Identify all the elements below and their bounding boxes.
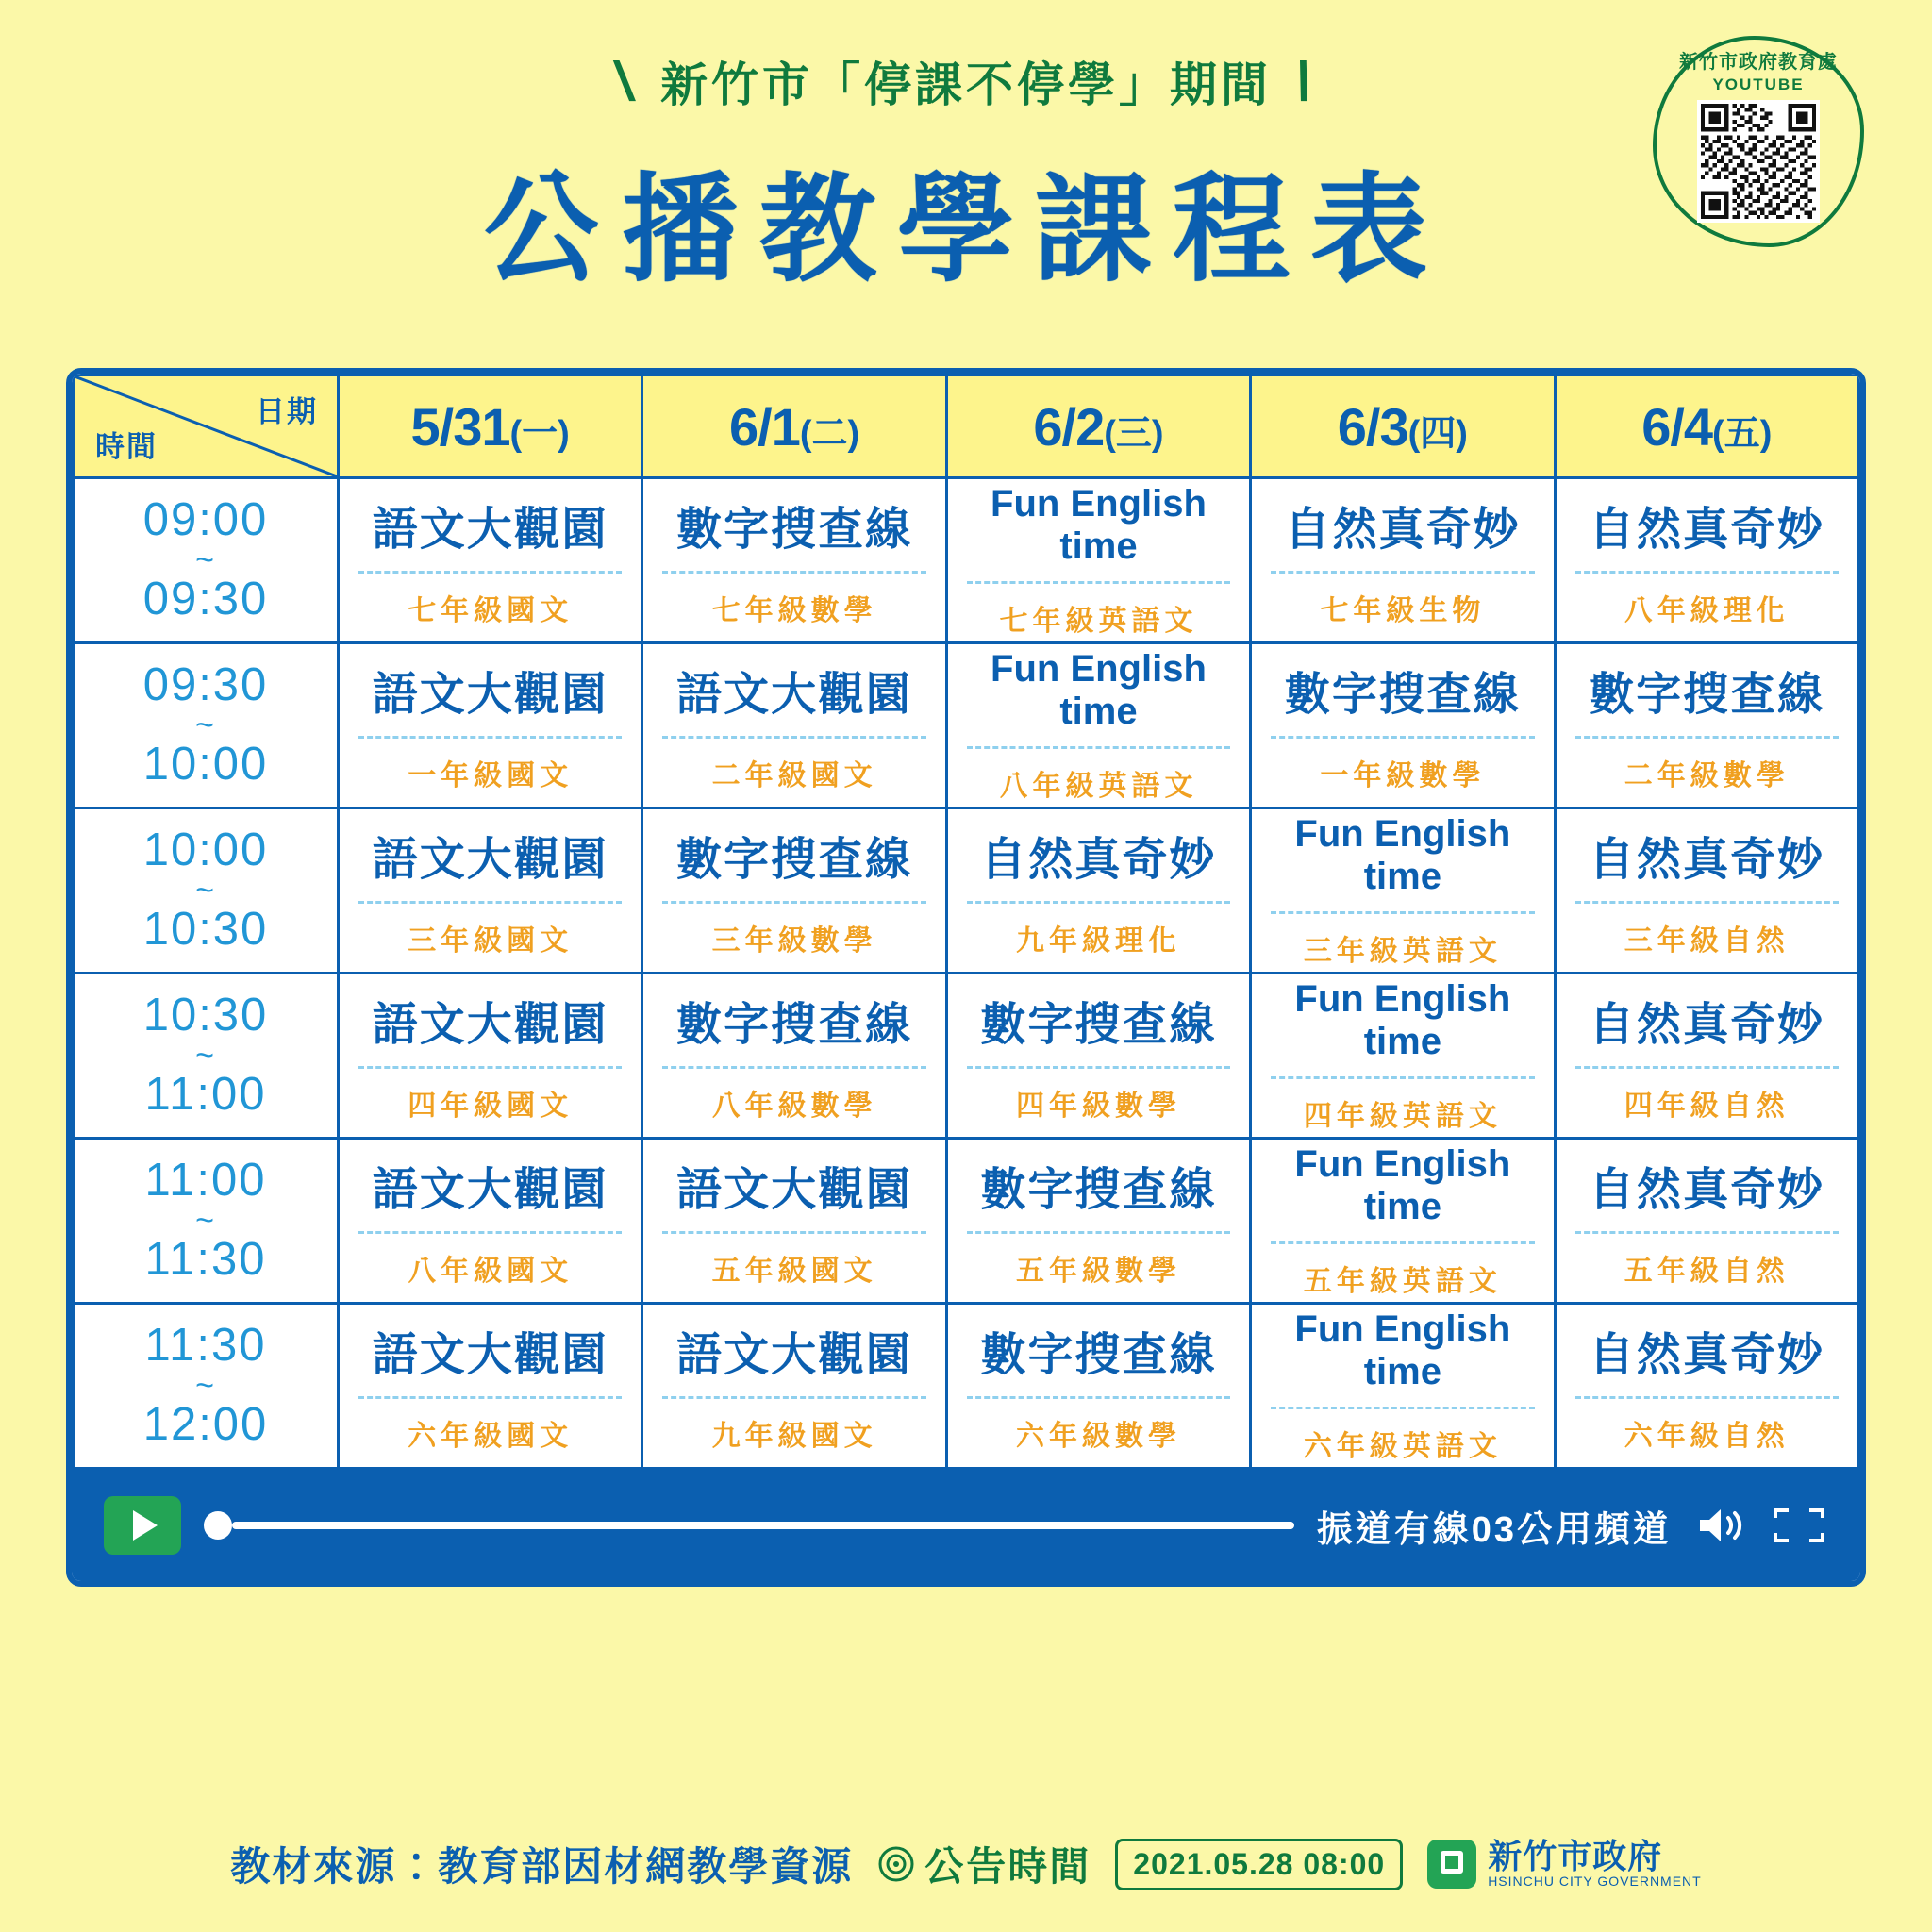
time-start-2: 10:00 [142,824,269,875]
subtitle-row [0,47,1932,115]
column-date-2: 6/2 [1033,396,1105,457]
program-name: Fun English time [1294,977,1511,1062]
cell-1-3[interactable] [1251,643,1555,808]
grade-subject: 九年級理化 [967,901,1230,958]
program-name: Fun English time [991,482,1207,567]
program-name: 數字搜查線 [1589,670,1825,720]
cell-3-0[interactable] [339,974,642,1139]
notice-time: 2021.05.28 08:00 [1115,1839,1403,1890]
program-name: 自然真奇妙 [1589,1000,1825,1050]
grade-subject: 三年級數學 [662,901,925,958]
slider-knob[interactable] [204,1511,232,1540]
column-header-0 [339,375,642,478]
corner-time-label: 時間 [95,430,158,463]
column-header-4 [1555,375,1858,478]
cell-3-2[interactable] [946,974,1250,1139]
time-slot-1 [74,643,339,808]
cell-4-4[interactable] [1555,1139,1858,1304]
column-date-4: 6/4 [1641,396,1713,457]
cell-5-2[interactable] [946,1304,1250,1469]
grade-subject: 八年級數學 [662,1066,925,1124]
time-end-5: 12:00 [142,1399,269,1451]
column-header-2 [946,375,1250,478]
time-slot-5 [74,1304,339,1469]
cell-0-1[interactable] [642,478,946,643]
program-name: 語文大觀園 [372,1330,608,1380]
time-end-3: 11:00 [144,1069,267,1121]
grade-subject: 六年級自然 [1575,1396,1839,1454]
program-name: 自然真奇妙 [980,835,1217,885]
time-start-4: 11:00 [144,1154,267,1206]
time-start-1: 09:30 [142,658,269,710]
cell-2-3[interactable] [1251,808,1555,974]
grade-subject: 五年級國文 [662,1231,925,1289]
notice-label: 公告時間 [924,1844,1091,1889]
grade-subject: 六年級數學 [967,1396,1230,1454]
cell-1-0[interactable] [339,643,642,808]
time-tilde-1: ~ [195,707,216,743]
column-header-1 [642,375,946,478]
program-name: 數字搜查線 [980,1165,1217,1215]
notice-label-group [877,1836,1091,1892]
cell-3-4[interactable] [1555,974,1858,1139]
play-icon[interactable] [104,1496,181,1555]
schedule-frame [66,368,1866,1587]
cell-3-3[interactable] [1251,974,1555,1139]
grade-subject: 九年級國文 [662,1396,925,1454]
grade-subject: 七年級國文 [358,571,622,628]
cell-5-0[interactable] [339,1304,642,1469]
program-name: 語文大觀園 [676,1165,913,1215]
decorative-slash-left: \ [609,50,642,112]
table-row [74,643,1859,808]
page-header [0,0,1932,304]
cell-2-1[interactable] [642,808,946,974]
program-name: 語文大觀園 [676,1330,913,1380]
time-end-2: 10:30 [142,904,269,956]
grade-subject: 六年級英語文 [1271,1407,1534,1464]
corner-date-label: 日期 [256,395,318,428]
program-name: 自然真奇妙 [1589,1165,1825,1215]
time-slot-4 [74,1139,339,1304]
gov-logo [1427,1837,1702,1889]
column-weekday-2: (三) [1104,413,1164,454]
program-name: 數字搜查線 [676,1000,913,1050]
government-mark-icon [1427,1840,1476,1889]
time-tilde-5: ~ [195,1367,216,1404]
grade-subject: 八年級英語文 [967,746,1230,804]
grade-subject: 四年級國文 [358,1066,622,1124]
grade-subject: 六年級國文 [358,1396,622,1454]
program-name: 自然真奇妙 [1589,505,1825,555]
table-row [74,1304,1859,1469]
program-name: 自然真奇妙 [1284,505,1521,555]
cell-4-3[interactable] [1251,1139,1555,1304]
time-tilde-2: ~ [195,872,216,908]
grade-subject: 五年級數學 [967,1231,1230,1289]
progress-slider[interactable] [204,1507,1294,1544]
program-name: 語文大觀園 [372,505,608,555]
slider-track[interactable] [232,1522,1294,1529]
cell-4-1[interactable] [642,1139,946,1304]
column-weekday-4: (五) [1712,413,1773,454]
grade-subject: 二年級數學 [1575,736,1839,793]
time-start-0: 09:00 [142,493,269,545]
table-row [74,478,1859,643]
column-date-0: 5/31 [410,396,510,457]
clock-icon [877,1845,915,1883]
column-weekday-0: (一) [509,413,570,454]
qr-badge-title [1679,51,1838,94]
program-name: Fun English time [991,647,1207,732]
grade-subject: 七年級生物 [1271,571,1534,628]
grade-subject: 八年級理化 [1575,571,1839,628]
cell-0-2[interactable] [946,478,1250,643]
time-tilde-0: ~ [195,541,216,578]
grade-subject: 七年級數學 [662,571,925,628]
program-name: Fun English time [1294,812,1511,897]
column-date-1: 6/1 [729,396,800,457]
program-name: 數字搜查線 [676,835,913,885]
table-header-row [74,375,1859,478]
column-weekday-1: (二) [799,413,860,454]
time-tilde-4: ~ [195,1202,216,1239]
decorative-slash-right: / [1290,50,1323,112]
qr-code-icon[interactable] [1697,100,1820,223]
cell-1-1[interactable] [642,643,946,808]
table-row [74,1139,1859,1304]
gov-name-zh: 新竹市政府 [1488,1837,1663,1875]
column-header-3 [1251,375,1555,478]
grade-subject: 四年級自然 [1575,1066,1839,1124]
grade-subject: 四年級數學 [967,1066,1230,1124]
grade-subject: 三年級自然 [1575,901,1839,958]
gov-name-en: HSINCHU CITY GOVERNMENT [1488,1874,1702,1889]
cell-4-0[interactable] [339,1139,642,1304]
grade-subject: 一年級數學 [1271,736,1534,793]
cell-5-1[interactable] [642,1304,946,1469]
page-footer [0,1836,1932,1892]
page-title: 公播教學課程表 [483,165,1448,295]
speaker-icon[interactable] [1694,1503,1747,1548]
grade-subject: 三年級英語文 [1271,911,1534,969]
time-end-4: 11:30 [144,1234,267,1286]
table-row [74,808,1859,974]
program-name: 語文大觀園 [372,835,608,885]
table-row [74,974,1859,1139]
cell-5-3[interactable] [1251,1304,1555,1469]
cell-0-4[interactable] [1555,478,1858,643]
cell-4-2[interactable] [946,1139,1250,1304]
cell-2-4[interactable] [1555,808,1858,974]
time-start-3: 10:30 [142,989,269,1041]
time-slot-2 [74,808,339,974]
column-weekday-3: (四) [1407,413,1468,454]
time-end-0: 09:30 [142,574,269,625]
page-subtitle: 新竹市「停課不停學」期間 [660,58,1272,111]
material-source: 教材來源：教育部因材網教學資源 [230,1844,854,1889]
fullscreen-icon[interactable] [1770,1503,1828,1548]
program-name: 語文大觀園 [372,1000,608,1050]
grade-subject: 五年級英語文 [1271,1241,1534,1299]
corner-header-cell [74,375,339,478]
program-name: 數字搜查線 [980,1000,1217,1050]
qr-badge-title-en: YOUTUBE [1712,75,1805,93]
program-name: 數字搜查線 [676,505,913,555]
cell-0-0[interactable] [339,478,642,643]
column-date-3: 6/3 [1337,396,1408,457]
time-tilde-3: ~ [195,1037,216,1074]
cell-2-2[interactable] [946,808,1250,974]
program-name: 語文大觀園 [676,670,913,720]
grade-subject: 五年級自然 [1575,1231,1839,1289]
time-end-1: 10:00 [142,739,269,791]
cell-1-4[interactable] [1555,643,1858,808]
grade-subject: 二年級國文 [662,736,925,793]
grade-subject: 一年級國文 [358,736,622,793]
qr-badge-title-zh: 新竹市政府教育處 [1679,52,1838,73]
grade-subject: 四年級英語文 [1271,1076,1534,1134]
time-start-5: 11:30 [144,1319,267,1371]
program-name: Fun English time [1294,1142,1511,1227]
player-bar [72,1470,1860,1581]
program-name: 數字搜查線 [980,1330,1217,1380]
program-name: 語文大觀園 [372,1165,608,1215]
channel-label: 振道有線03公用頻道 [1316,1509,1672,1550]
time-slot-0 [74,478,339,643]
program-name: 數字搜查線 [1284,670,1521,720]
cell-5-4[interactable] [1555,1304,1858,1469]
cell-2-0[interactable] [339,808,642,974]
cell-3-1[interactable] [642,974,946,1139]
program-name: Fun English time [1294,1307,1511,1392]
program-name: 自然真奇妙 [1589,835,1825,885]
program-name: 自然真奇妙 [1589,1330,1825,1380]
grade-subject: 八年級國文 [358,1231,622,1289]
cell-0-3[interactable] [1251,478,1555,643]
grade-subject: 七年級英語文 [967,581,1230,639]
grade-subject: 三年級國文 [358,901,622,958]
time-slot-3 [74,974,339,1139]
program-name: 語文大觀園 [372,670,608,720]
cell-1-2[interactable] [946,643,1250,808]
schedule-table [72,374,1860,1470]
qr-badge[interactable] [1653,36,1864,247]
